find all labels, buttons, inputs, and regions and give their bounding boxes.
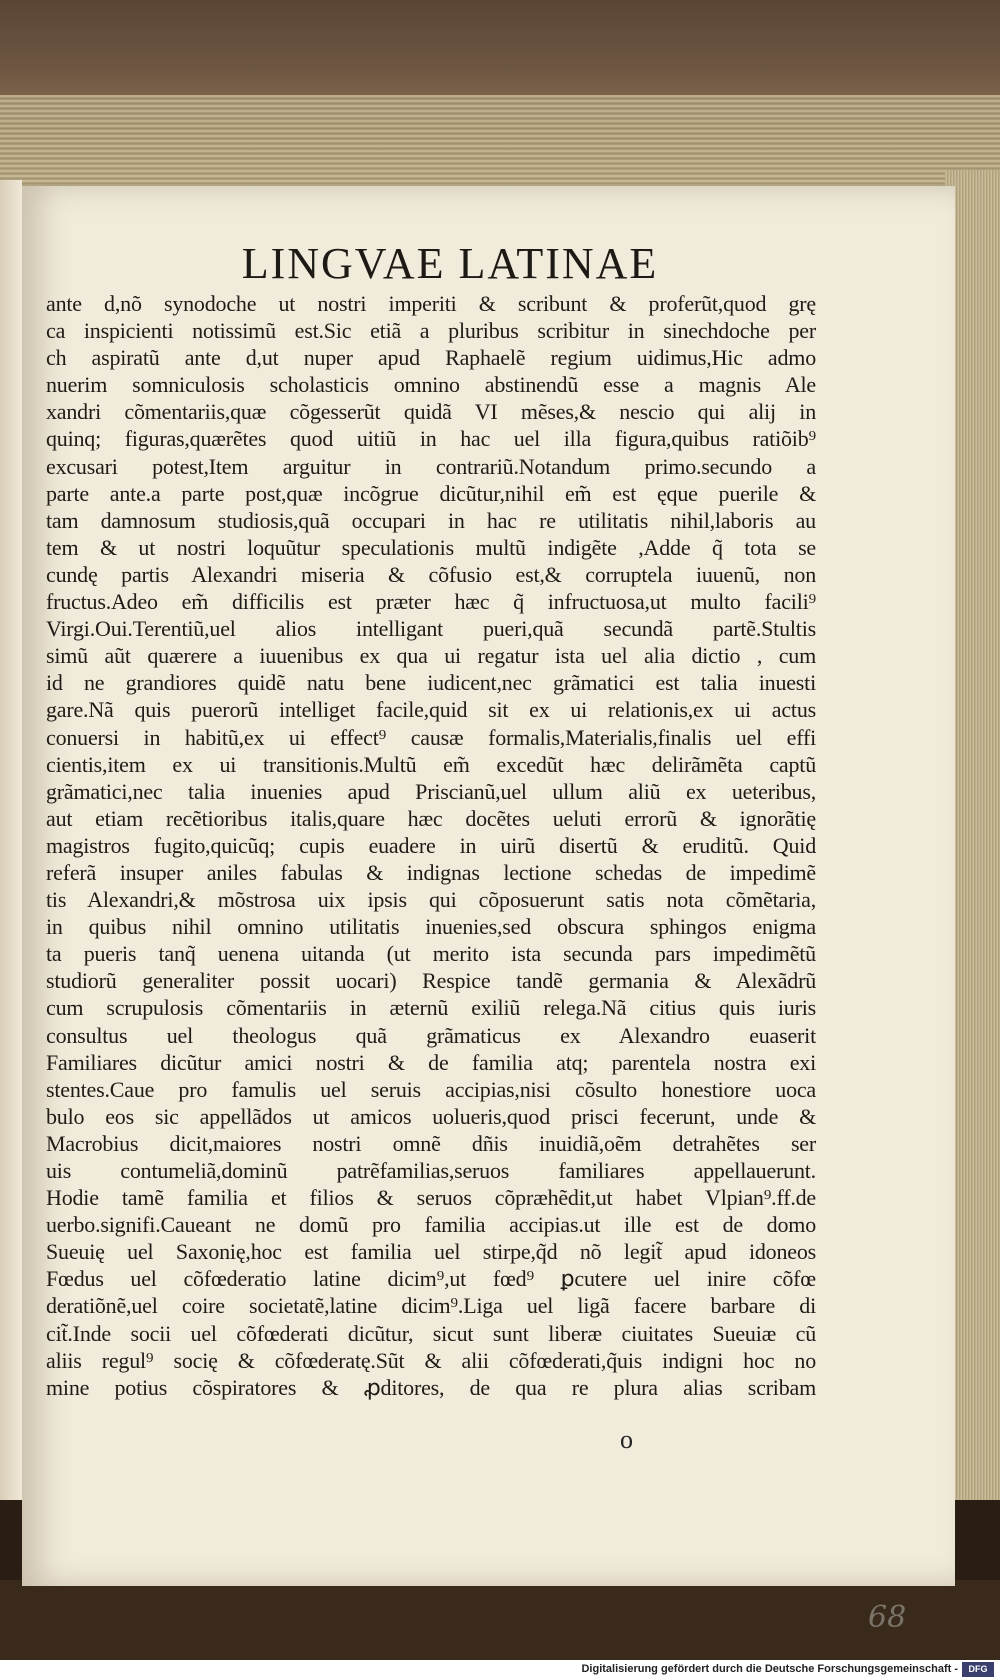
text-line: Familiares dicũtur amici nostri & de familia atq; parentela nostra exi <box>46 1049 816 1075</box>
text-line: cit̃.Inde socii uel cõfœderati dicũtur, sicut sunt liberæ ciuitates Sueuiæ cũ <box>46 1320 816 1346</box>
text-line: tam damnosum studiosis,quã occupari in hac re utilitatis nihil,laboris au <box>46 507 816 533</box>
text-line: ch aspiratũ ante d,ut nuper apud Raphaelẽ regium uidimus,Hic admo <box>46 345 816 371</box>
text-line: stentes.Caue pro famulis uel seruis accipias,nisi cõsulto honestiore uoca <box>46 1076 816 1102</box>
text-line: nuerim somniculosis scholasticis omnino abstinendũ esse a magnis Ale <box>46 372 816 398</box>
text-line: xandri cõmentariis,quæ cõgesserũt quidã VI mẽses,& nescio qui alij in <box>46 399 816 425</box>
text-line: Macrobius dicit,maiores nostri omnẽ dñis inuidiã,oẽm detrahẽtes ser <box>46 1130 816 1156</box>
text-line: ta pueris tanq̃ uenena uitanda (ut merito ista secunda pars impedimẽtũ <box>46 941 816 967</box>
text-line: parte ante.a parte post,quæ incõgrue dicũtur,nihil em̃ est ęque puerile & <box>46 480 816 506</box>
page-edges-top <box>0 95 1000 190</box>
text-line: cundę partis Alexandri miseria & cõfusio est,& corruptela iuuenũ, non <box>46 561 816 587</box>
book-bottom-edge <box>0 1580 1000 1660</box>
text-line: deratiõnẽ,uel coire societatẽ,latine dicim⁹.Liga uel ligã facere barbare di <box>46 1293 816 1319</box>
text-line: simũ aũt quærere a iuuenibus ex qua ui regatur ista uel alia dictio , cum <box>46 643 816 669</box>
text-line: grãmatici,nec talia inuenies apud Priscianũ,uel ullum aliũ ex ueteribus, <box>46 778 816 804</box>
text-line: ante d,nõ synodoche ut nostri imperiti & scribunt & proferũt,quod grę <box>46 291 816 316</box>
text-line: mine potius cõspiratores & ꝓditores, de qua re plura alias scribam <box>46 1374 816 1400</box>
dfg-logo: DFG <box>962 1662 994 1677</box>
text-body <box>46 290 816 1401</box>
text-line: id ne grandiores quidẽ natu bene iudicent,nec grãmatici est talia inuesti <box>46 670 816 696</box>
text-line: studiorũ generaliter possit uocari) Respice tandẽ germania & Alexãdrũ <box>46 968 816 994</box>
text-line: quinq; figuras,quærẽtes quod uitiũ in hac uel illa figura,quibus ratiõib⁹ <box>46 426 816 452</box>
text-line: Fœdus uel cõfœderatio latine dicim⁹,ut fœd⁹ ꝑcutere uel inire cõfœ <box>46 1266 816 1292</box>
text-line: gare.Nã quis puerorũ intelliget facile,quid sit ex ui relationis,ex ui actus <box>46 697 816 723</box>
footer-credit-text: Digitalisierung gefördert durch die Deutsche Forschungsgemeinschaft - <box>581 1663 958 1675</box>
text-line: bulo eos sic appellãdos ut amicos uolueris,quod prisci fecerunt, unde & <box>46 1103 816 1129</box>
text-line: excusari potest,Item arguitur in contrariũ.Notandum primo.secundo a <box>46 453 816 479</box>
text-line: fructus.Adeo em̃ difficilis est præter hæc q̃ infructuosa,ut multo facili⁹ <box>46 589 816 615</box>
text-line: in quibus nihil omnino utilitatis inuenies,sed obscura sphingos enigma <box>46 914 816 940</box>
text-line: Hodie tamẽ familia et filios & seruos cõpræhẽdit,ut habet Vlpian⁹.ff.de <box>46 1185 816 1211</box>
text-line: consultus uel theologus quã grãmaticus ex Alexandro euaserit <box>46 1022 816 1048</box>
text-line: ca inspicienti notissimũ est.Sic etiã a pluribus scribitur in sinechdoche per <box>46 318 816 344</box>
text-line: tem & ut nostri loquũtur speculationis multũ indigẽte ,Adde q̃ tota se <box>46 534 816 560</box>
running-head: LINGVAE LATINAE <box>241 239 659 288</box>
text-line: magistros fugito,quicũq; cupis euadere in uirũ disertũ & eruditũ. Quid <box>46 832 816 858</box>
text-line: cientis,item ex ui transitionis.Multũ em̃ excedũt hæc delirãmẽta captũ <box>46 751 816 777</box>
text-line: uerbo.signifi.Caueant ne domũ pro familia accipias.ut ille est de domo <box>46 1212 816 1238</box>
text-line: aut etiam recẽtioribus italis,quare hæc docẽtes ueluti errorũ & ignorãtię <box>46 805 816 831</box>
folio-number: 68 <box>868 1600 907 1635</box>
text-line: uis contumeliã,dominũ patrẽfamilias,seruos familiares appellauerunt. <box>46 1158 816 1183</box>
left-page-strip <box>0 180 22 1500</box>
signature-mark: o <box>620 1425 633 1454</box>
text-line: Sueuię uel Saxonię,hoc est familia uel stirpe,q̃d nõ legit̃ apud idoneos <box>46 1239 816 1265</box>
digitization-footer <box>0 1660 1000 1680</box>
text-line: cum scrupulosis cõmentariis in æternũ exiliũ relega.Nã citius quis iuris <box>46 995 816 1021</box>
text-line: tis Alexandri,& mõstrosa uix ipsis qui cõposuerunt satis nota cõmẽtaria, <box>46 887 816 913</box>
text-line: referã insuper aniles fabulas & indignas lectione schedas de impedimẽ <box>46 859 816 885</box>
text-line: conuersi in habitũ,ex ui effect⁹ causæ formalis,Materialis,finalis uel effi <box>46 724 816 750</box>
text-line: aliis regul⁹ socię & cõfœderatę.Sũt & alii cõfœderati,q̃uis indigni hoc no <box>46 1347 816 1373</box>
text-line: Virgi.Oui.Terentiũ,uel alios intelligant pueri,quã secundã partẽ.Stultis <box>46 616 816 642</box>
